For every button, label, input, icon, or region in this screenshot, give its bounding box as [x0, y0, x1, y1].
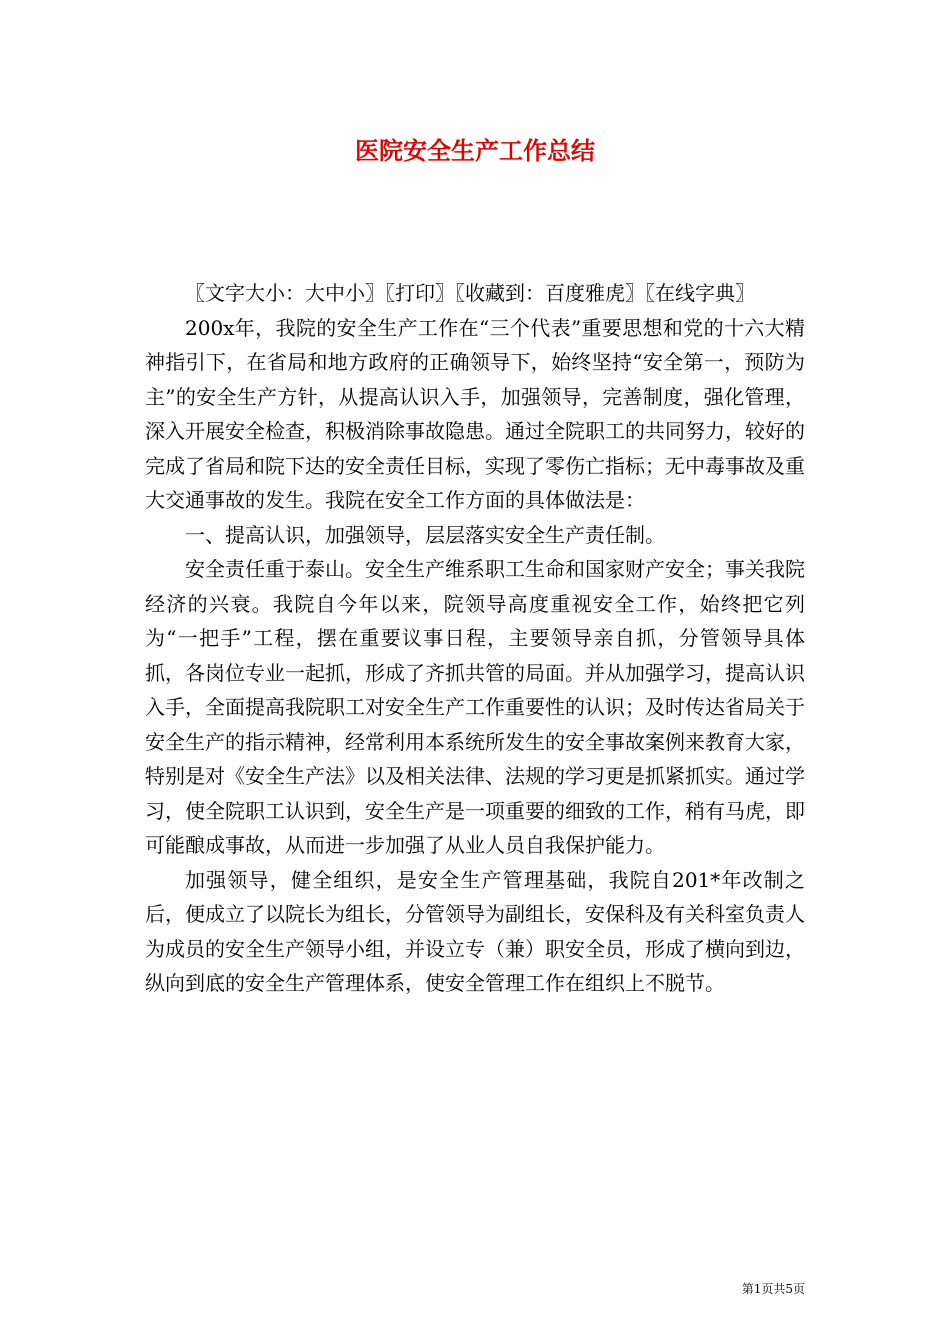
paragraph: 200x年，我院的安全生产工作在“三个代表”重要思想和党的十六大精神指引下，在省局和地方政府的正确领导下，始终坚持“安全第一，预防为主”的安全生产方针，从提高认识入手，加强领导，完善制度，强化管理，深入开展安全检查，积极消除事故隐患。通过全院职工的共同努力，较好的完成了省局和院下达的安全责任目标，实现了零伤亡指标；无中毒事故及重大交通事故的发生。我院在安全工作方面的具体做法是：: [145, 315, 805, 512]
paragraph: 一、提高认识，加强领导，层层落实安全生产责任制。: [185, 522, 665, 547]
paragraph: 加强领导，健全组织，是安全生产管理基础，我院自201*年改制之后，便成立了以院长为组长，分管领导为副组长，安保科及有关科室负责人为成员的安全生产领导小组，并设立专（兼）职安全员，形成了横向到边，纵向到底的安全生产管理体系，使安全管理工作在组织上不脱节。: [145, 867, 805, 995]
page-number: 第1页共5页: [741, 1282, 805, 1296]
document-title: 医院安全生产工作总结: [355, 136, 595, 165]
document-body: [145, 276, 805, 1001]
toolbar-line: 〖文字大小：大中小〗〖打印〗〖收藏到：百度雅虎〗〖在线字典〗: [185, 281, 755, 305]
paragraph: 安全责任重于泰山。安全生产维系职工生命和国家财产安全；事关我院经济的兴衰。我院自今年以来，院领导高度重视安全工作，始终把它列为“一把手”工程，摆在重要议事日程，主要领导亲自抓，分管领导具体抓，各岗位专业一起抓，形成了齐抓共管的局面。并从加强学习，提高认识入手，全面提高我院职工对安全生产工作重要性的认识；及时传达省局关于安全生产的指示精神，经常利用本系统所发生的安全事故案例来教育大家，特别是对《安全生产法》以及相关法律、法规的学习更是抓紧抓实。通过学习，使全院职工认识到，安全生产是一项重要的细致的工作，稍有马虎，即可能酿成事故，从而进一步加强了从业人员自我保护能力。: [145, 557, 805, 857]
